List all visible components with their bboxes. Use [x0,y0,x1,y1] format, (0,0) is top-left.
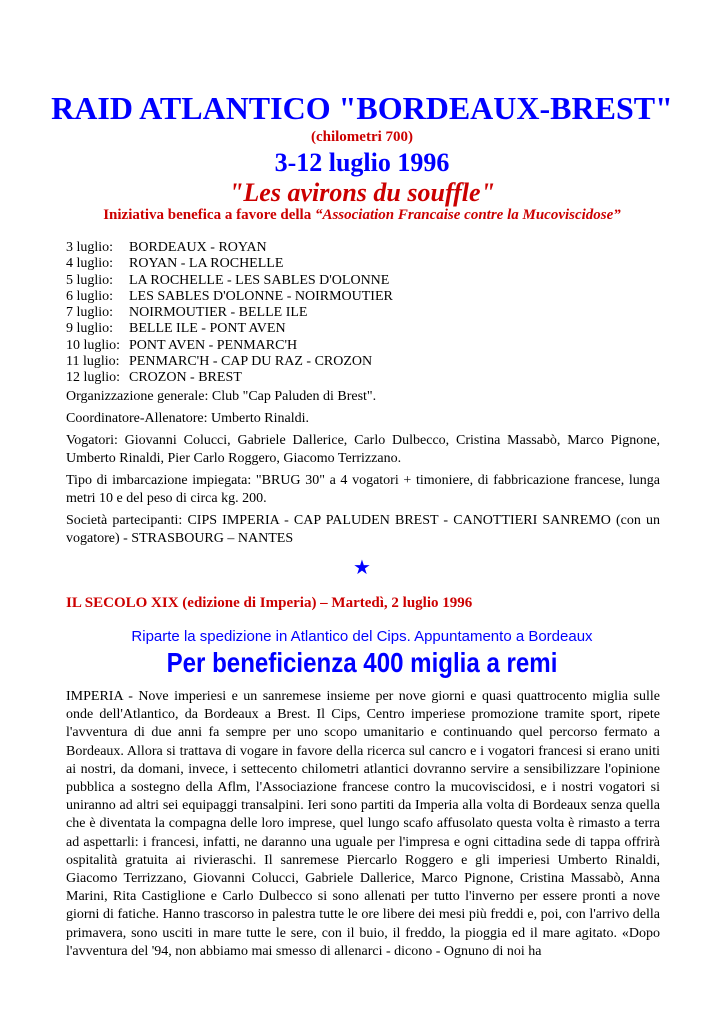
stage-route: CROZON - BREST [129,370,242,386]
newspaper-source: IL SECOLO XIX (edizione di Imperia) – Martedì, 2 luglio 1996 [66,595,473,611]
article-body: IMPERIA - Nove imperiesi e un sanremese insieme per nove giorni e quasi quattrocento miglia sulle onde dell'Atlantico, da Bordeaux a Brest. Il Cips, Centro imperiese promozione tramite sport, ripete l'avventura di due anni fa sempre per uno scopo umanitario e continuando quel percorso fermato a Bordeaux. Allora si trattava di vogare in favore della ricerca sul cancro e i vogatori francesi si erano uniti ai nostri, da domani, invece, i settecento chilometri atlantici dovranno servire a sensibilizzare l'opinione pubblica a sostegno della Aflm, l'Associazione francese contro la mucoviscidosi, e i nostri vogatori si uniranno ad altri sei equipaggi transalpini. Ieri sono partiti da Imperia alla volta di Bordeaux senza quella che è diventata la compagna delle loro imprese, quel lungo scafo affusolato questa volta è rimasto a terra ad aspettarli: i francesi, infatti, ne daranno una uguale per l'impresa e ogni cittadina sede di tappa offrirà ospitalità gratuita ai rivieraschi. Il sanremese Piercarlo Roggero e gli imperiesi Umberto Rinaldi, Giacomo Terrizzano, Giovanni Colucci, Gabriele Dallerice, Marco Pignone, Cristina Massabò, Anna Marini, Rita Castiglione e Carlo Dulbecco si sono allenati per tutto l'inverno per essere pronti a nove giorni di fatiche. Hanno trascorso in palestra tutte le ore libere dei mesi più freddi e, poi, con l'arrivo della primavera, sono usciti in mare tutte le sere, con il buio, il freddo, la pioggia ed il mare agitato. «Dopo l'avventura del '94, non abbiamo mai smesso di allenarci - dicono - Ognuno di noi ha [66,689,660,959]
stage-date: 12 luglio: [66,370,121,386]
charity-prefix: Iniziativa benefica a favore della [103,207,315,223]
stage-item [66,354,666,370]
charity-line [0,206,724,224]
charity-association: “Association Francaise contre la Mucoviscidose” [314,207,621,223]
stage-item [66,289,666,305]
stage-date: 6 luglio: [66,288,114,304]
distance-subtitle: (chilometri 700) [310,129,414,145]
event-info [66,388,660,552]
coach-line: Coordinatore-Allenatore: Umberto Rinaldi. [66,411,309,426]
stage-date: 3 luglio: [66,240,114,255]
document-title: RAID ATLANTICO "BORDEAUX-BREST" [51,90,673,126]
stage-item [66,240,666,256]
boat-line: Tipo di imbarcazione impiegata: "BRUG 30" a 4 vogatori + timoniere, di fabbricazione francese, lunga metri 10 e del peso di circa kg. 200. [66,473,660,506]
stage-item [66,305,666,321]
stage-item [66,370,666,386]
stage-route: LA ROCHELLE - LES SABLES D'OLONNE [129,272,390,288]
stage-list [66,240,666,387]
article-headline: Per beneficienza 400 miglia a remi [166,647,558,678]
stage-date: 9 luglio: [66,321,114,337]
organization-line: Organizzazione generale: Club "Cap Paluden di Brest". [66,389,377,404]
stage-item [66,338,666,354]
event-dates: 3-12 luglio 1996 [274,148,450,177]
stage-date: 10 luglio: [66,337,121,353]
stage-route: PENMARC'H - CAP DU RAZ - CROZON [129,354,373,370]
stage-item [66,273,666,289]
stage-date: 7 luglio: [66,305,114,321]
stage-route: BELLE ILE - PONT AVEN [129,321,286,337]
stage-date: 11 luglio: [66,354,120,370]
stage-route: LES SABLES D'OLONNE - NOIRMOUTIER [129,288,393,304]
stage-item [66,321,666,337]
event-motto: "Les avirons du souffle" [228,178,496,207]
clubs-line: Società partecipanti: CIPS IMPERIA - CAP PALUDEN BREST - CANOTTIERI SANREMO (con un vogatore) - STRASBOURG – NANTES [66,513,660,546]
stage-date: 4 luglio: [66,256,114,272]
stage-date: 5 luglio: [66,272,114,288]
rowers-line: Vogatori: Giovanni Colucci, Gabriele Dallerice, Carlo Dulbecco, Cristina Massabò, Marco Pignone, Umberto Rinaldi, Pier Carlo Roggero, Giacomo Terrizzano. [66,433,660,466]
stage-route: PONT AVEN - PENMARC'H [129,337,298,353]
stage-route: ROYAN - LA ROCHELLE [129,256,284,272]
stage-item [66,256,666,272]
star-separator-icon: ★ [353,557,371,579]
stage-route: NOIRMOUTIER - BELLE ILE [129,305,308,321]
article-kicker: Riparte la spedizione in Atlantico del Cips. Appuntamento a Bordeaux [131,628,593,645]
stage-route: BORDEAUX - ROYAN [129,240,267,255]
